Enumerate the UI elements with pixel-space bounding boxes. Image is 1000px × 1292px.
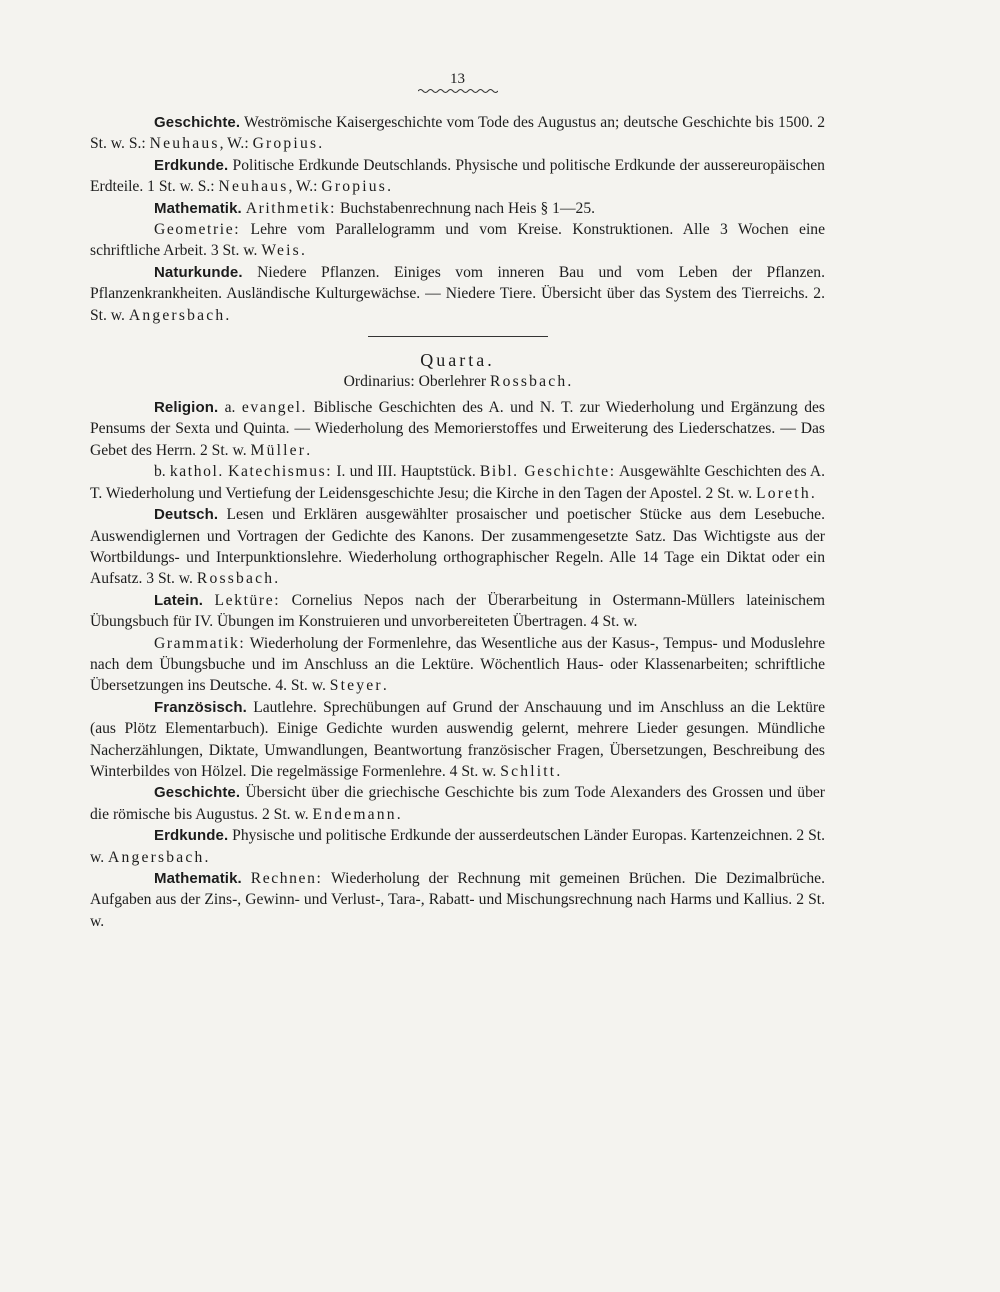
heading-naturkunde: Naturkunde. bbox=[154, 263, 243, 281]
paragraph-geometrie: Geometrie: Lehre vom Parallelogramm und vom Kreise. Konstruktionen. Alle 3 Wochen eine schriftliche Arbeit. 3 St. w. Weis. bbox=[90, 221, 825, 260]
class-title: Quarta. bbox=[420, 350, 495, 371]
paragraph-geschichte: Geschichte. Übersicht über die griechische Geschichte bis zum Tode Alexanders des Grossen und über die römische bis Augustus. 2 St. w. Endemann. bbox=[90, 784, 825, 823]
paragraph-latein-grammatik: Grammatik: Wiederholung der Formenlehre, das Wesentliche aus der Kasus-, Tempus- und Moduslehre nach dem Übungsbuche und im Anschluss an die Lektüre. Wöchentlich Haus- oder Klassenarbeiten; schriftliche Übersetzungen ins Deutsche. 4. St. w. Steyer. bbox=[90, 634, 825, 695]
teacher-name: Schlitt bbox=[500, 762, 557, 780]
wavy-underline-ornament bbox=[418, 88, 498, 94]
teacher-name: Gropius bbox=[321, 178, 388, 196]
teacher-name: Neuhaus bbox=[218, 178, 289, 196]
heading-geschichte: Geschichte. bbox=[154, 114, 241, 131]
paragraph-latein-lektuere: Latein. Lektüre: Cornelius Nepos nach der Überarbeitung in Ostermann-Müllers lateinischem Übungsbuch für IV. Übungen im Konstruieren und unvorbereiteten Übertragen. 4 St. w. bbox=[90, 591, 826, 631]
paragraph-erdkunde: Erdkunde. Physische und politische Erdkunde der ausserdeutschen Länder Europas. Kartenzeichnen. 2 St. w. Angersbach. bbox=[90, 827, 825, 866]
section-divider bbox=[368, 336, 548, 337]
paragraph-geschichte-top: Geschichte. Weströmische Kaisergeschichte vom Tode des Augustus an; deutsche Geschichte bis 1500. 2 St. w. S.: Neuhaus, W.: Gropius. bbox=[90, 114, 825, 153]
ordinarius-line: Ordinarius: Oberlehrer Rossbach. bbox=[343, 373, 572, 391]
heading-deutsch: Deutsch. bbox=[154, 506, 219, 524]
teacher-name: Weis bbox=[261, 242, 301, 260]
heading-mathematik: Mathematik. bbox=[154, 199, 242, 217]
paragraph-religion-a: Religion. a. evangel. Biblische Geschichten des A. und N. T. zur Wiederholung und Ergänzung des Pensums der Sexta und Quinta. — Wiederholung des Memorierstoffes und Erweiterung des Liederschatzes. — Das Gebet des Herrn. 2 St. w. Müller. bbox=[90, 399, 825, 459]
teacher-name: Endemann bbox=[312, 805, 397, 823]
paragraph-naturkunde: Naturkunde. Niedere Pflanzen. Einiges vom inneren Bau und vom Leben der Pflanzen. Pflanzenkrankheiten. Ausländische Kulturgewächse. — Niedere Tiere. Übersicht über das System des Tierreichs. 2. St. w. Angersbach. bbox=[90, 263, 825, 324]
teacher-name: Angersbach bbox=[108, 848, 205, 866]
heading-geschichte: Geschichte. bbox=[154, 784, 241, 802]
heading-latein: Latein. bbox=[154, 591, 204, 609]
heading-mathematik: Mathematik. bbox=[154, 870, 242, 887]
heading-erdkunde: Erdkunde. bbox=[154, 827, 229, 845]
teacher-name: Neuhaus bbox=[149, 135, 220, 153]
paragraph-mathematik: Mathematik. Rechnen: Wiederholung der Rechnung mit gemeinen Brüchen. Die Dezimalbrüche. Aufgaben aus der Zins-, Gewinn- und Verlust-, Tara-, Rabatt- und Mischungsrechnung nach Harms und Kallius. 2 St. w. bbox=[90, 870, 825, 930]
teacher-name: Loreth bbox=[756, 484, 811, 502]
paragraph-erdkunde-top: Erdkunde. Politische Erdkunde Deutschlands. Physische und politische Erdkunde der aussereuropäischen Erdteile. 1 St. w. S.: Neuhaus, W.: Gropius. bbox=[90, 156, 825, 196]
document-page bbox=[90, 70, 825, 932]
teacher-name: Rossbach bbox=[490, 373, 568, 391]
heading-franzoesisch: Französisch. bbox=[154, 698, 247, 716]
paragraph-religion-b: b. kathol. Katechismus: I. und III. Hauptstück. Bibl. Geschichte: Ausgewählte Geschichten des A. T. Wiederholung und Vertiefung der Leidensgeschichte Jesu; die Kirche in den Tagen der Apostel. 2 St. w. Loreth. bbox=[90, 463, 825, 502]
page-number: 13 bbox=[450, 71, 465, 87]
teacher-name: Angersbach bbox=[128, 306, 226, 324]
paragraph-deutsch: Deutsch. Lesen und Erklären ausgewählter prosaischer und poetischer Stücke aus dem Lesebuche. Auswendiglernen und Vortragen der Gedichte des Kanons. Der zusammengesetzte Satz. Das Wichtigste aus der Wortbildungs- und Interpunktionslehre. Wiederholung orthographischer Regeln. Alle 14 Tage ein Diktat oder ein Aufsatz. 3 St. w. Rossbach. bbox=[90, 506, 825, 588]
teacher-name: Gropius bbox=[252, 135, 319, 153]
teacher-name: Rossbach bbox=[196, 570, 275, 588]
heading-religion: Religion. bbox=[154, 399, 219, 417]
paragraph-mathematik-top: Mathematik. Arithmetik: Buchstabenrechnung nach Heis § 1—25. bbox=[154, 199, 596, 217]
teacher-name: Müller bbox=[250, 441, 307, 459]
paragraph-franzoesisch: Französisch. Lautlehre. Sprechübungen auf Grund der Anschauung und im Anschluss an die Lektüre (aus Plötz Elementarbuch). Einige Gedichte wurden auswendig gelernt, mehrere Lieder gesungen. Mündliche Nacherzählungen, Diktate, Umwandlungen, Beantwortung französischer Fragen, Übersetzungen, Beschreibung des Winterbildes von Hölzel. Die regelmässige Formenlehre. 4 St. w. Schlitt. bbox=[90, 698, 825, 780]
heading-erdkunde: Erdkunde. bbox=[154, 156, 229, 174]
teacher-name: Steyer bbox=[329, 677, 383, 695]
